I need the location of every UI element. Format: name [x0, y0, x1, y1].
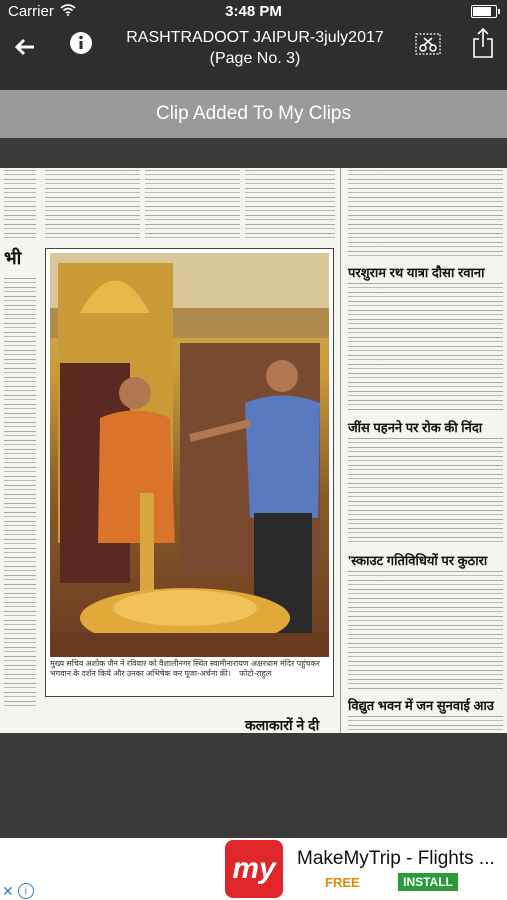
back-arrow-icon — [14, 38, 36, 56]
text-column — [348, 438, 503, 546]
toast-message: Clip Added To My Clips — [155, 103, 352, 124]
text-column — [4, 170, 36, 240]
install-button[interactable]: INSTALL — [398, 873, 458, 891]
text-column — [348, 716, 503, 733]
newspaper-viewer[interactable] — [0, 138, 507, 838]
caption-text: मुख्य सचिव अशोक जैन ने रविवार को वैशालीनगर स्थित स्वामीनारायण अक्षरधाम मंदिर पहुंचकर भगवान के दर्शन किये और उनका अभिषेक कर पूजा-अर्चना की। — [50, 659, 320, 678]
news-photo — [50, 253, 329, 657]
text-column — [145, 170, 240, 240]
headline: भी — [4, 248, 22, 268]
headline: कलाकारों ने दी — [245, 717, 320, 733]
title-line-1: RASHTRADOOT JAIPUR-3july2017 — [126, 29, 384, 46]
photo-caption — [50, 659, 329, 679]
clip-added-toast — [0, 90, 507, 138]
text-column — [4, 278, 36, 708]
text-column — [348, 283, 503, 413]
ad-price: FREE — [325, 875, 360, 890]
column-divider — [340, 168, 341, 733]
back-button[interactable] — [8, 30, 42, 64]
status-time: 3:48 PM — [225, 3, 282, 20]
title-line-2: (Page No. 3) — [209, 50, 301, 67]
headline: परशुराम रथ यात्रा दौसा रवाना — [348, 265, 485, 280]
makemytrip-logo[interactable]: my — [225, 840, 283, 898]
news-photo-frame[interactable] — [45, 248, 334, 697]
share-button[interactable] — [466, 24, 500, 62]
headline: 'स्काउट गतिविधियों पर कुठारा — [348, 553, 488, 568]
ad-banner[interactable] — [0, 838, 507, 900]
info-icon[interactable]: i — [18, 883, 34, 899]
text-column — [45, 170, 140, 240]
info-icon — [69, 31, 93, 55]
info-button[interactable] — [66, 28, 96, 58]
text-column — [348, 170, 503, 258]
text-column — [245, 170, 335, 240]
headline: जींस पहनने पर रोक की निंदा — [348, 420, 483, 435]
close-icon[interactable]: ✕ — [2, 882, 14, 899]
ad-choices[interactable] — [0, 882, 40, 900]
photo-credit: फोटो-राहुल — [239, 669, 272, 678]
battery-icon — [471, 5, 497, 18]
share-icon — [471, 27, 495, 59]
temple-scene-illustration — [50, 253, 329, 657]
clip-button[interactable] — [412, 28, 444, 60]
navigation-bar — [0, 22, 507, 90]
newspaper-page[interactable] — [0, 168, 507, 733]
page-title — [100, 27, 410, 69]
status-bar — [0, 0, 507, 22]
text-column — [348, 571, 503, 689]
headline: विद्युत भवन में जन सुनवाई आउ — [348, 698, 494, 713]
scissors-icon — [415, 33, 441, 55]
ad-title[interactable]: MakeMyTrip - Flights ... — [297, 848, 495, 869]
carrier-label: Carrier — [8, 3, 54, 20]
